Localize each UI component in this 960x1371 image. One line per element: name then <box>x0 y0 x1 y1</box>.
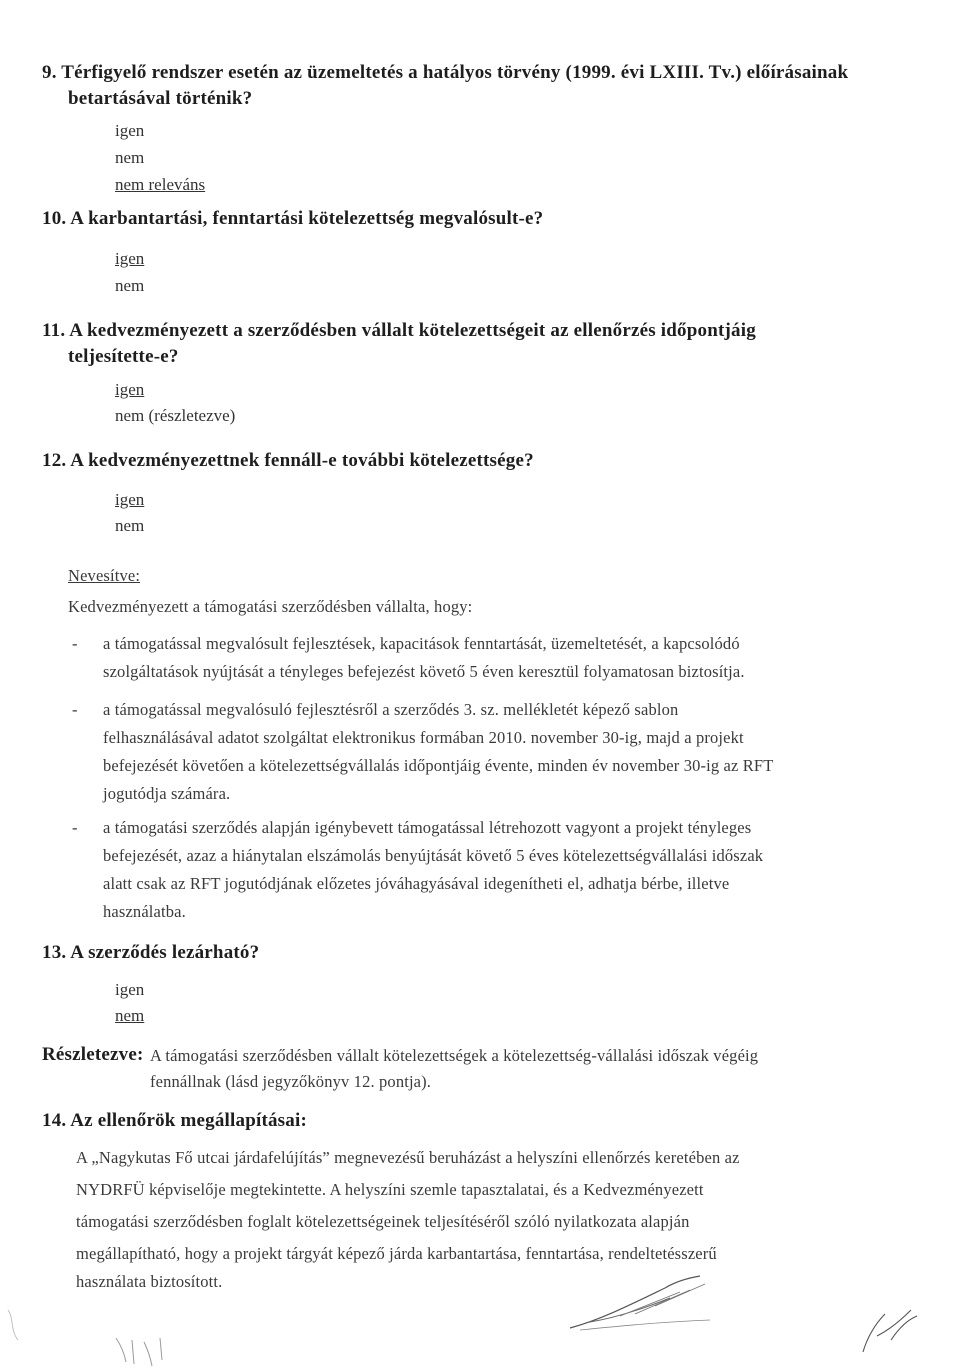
bullet-2-dash: - <box>72 700 78 719</box>
q14-line3: támogatási szerződésben foglalt kötelezettségeinek teljesítéséről szóló nyilatkozata alapján <box>76 1212 690 1231</box>
q12-named-label: Nevesítve: <box>68 566 141 585</box>
bullet-3-line3: alatt csak az RFT jogutódjának előzetes jóváhagyásával idegenítheti el, adhatja bérbe, illetve <box>103 874 730 893</box>
q13-detail-label: Részletezve: <box>42 1044 144 1065</box>
q13-detail-line1: A támogatási szerződésben vállalt kötelezettségek a kötelezettség-vállalási időszak végéig <box>150 1046 759 1065</box>
q11-answer-igen: igen <box>115 380 145 399</box>
q12-intro: Kedvezményezett a támogatási szerződésben vállalta, hogy: <box>68 597 473 616</box>
q11-title-line2: teljesítette-e? <box>68 346 179 367</box>
q9-title-line2: betartásával történik? <box>68 88 253 109</box>
q12-title: 12. A kedvezményezettnek fennáll-e további kötelezettsége? <box>42 450 534 471</box>
margin-mark <box>0 1300 40 1350</box>
initials-mark <box>110 1330 170 1370</box>
q11-title-line1: 11. A kedvezményezett a szerződésben vállalt kötelezettségeit az ellenőrzés időpontjáig <box>42 320 756 341</box>
q14-line4: megállapítható, hogy a projekt tárgyát képező járda karbantartása, fenntartása, rendeltetésszerű <box>76 1244 717 1263</box>
q14-title: 14. Az ellenőrök megállapításai: <box>42 1110 307 1131</box>
q10-answer-nem: nem <box>115 276 145 295</box>
bullet-3-dash: - <box>72 818 78 837</box>
q10-answer-igen: igen <box>115 249 145 268</box>
q13-detail-line2: fennállnak (lásd jegyzőkönyv 12. pontja). <box>150 1072 432 1091</box>
q9-answer-nem: nem <box>115 148 145 167</box>
q13-answer-nem: nem <box>115 1006 145 1025</box>
bullet-2-line3: befejezését követően a kötelezettségvállalás időpontjáig évente, minden év november 30-ig az RFT <box>103 756 774 775</box>
q14-line2: NYDRFÜ képviselője megtekintette. A helyszíni szemle tapasztalatai, és a Kedvezményezett <box>76 1180 704 1199</box>
q9-answer-nem-relevans: nem releváns <box>115 175 206 194</box>
q14-line5: használata biztosított. <box>76 1272 223 1291</box>
q12-answer-igen: igen <box>115 490 145 509</box>
q13-answer-igen: igen <box>115 980 145 999</box>
bullet-2-line2: felhasználásával adatot szolgáltat elektronikus formában 2010. november 30-ig, majd a projekt <box>103 728 744 747</box>
q12-answer-nem: nem <box>115 516 145 535</box>
signature-center <box>560 1270 720 1340</box>
bullet-3-line2: befejezését, azaz a hiánytalan elszámolás benyújtását követő 5 éves kötelezettségvállalási időszak <box>103 846 764 865</box>
bullet-2-line1: a támogatással megvalósuló fejlesztésről a szerződés 3. sz. mellékletét képező sablon <box>103 700 679 719</box>
q11-answer-nem-reszletezve: nem (részletezve) <box>115 406 236 425</box>
q9-answer-igen: igen <box>115 121 145 140</box>
bullet-1-dash: - <box>72 634 78 653</box>
bullet-2-line4: jogutódja számára. <box>103 784 231 803</box>
bullet-1-line2: szolgáltatások nyújtását a tényleges befejezést követő 5 éven keresztül folyamatosan biztosítja. <box>103 662 745 681</box>
q14-line1: A „Nagykutas Fő utcai járdafelújítás” megnevezésű beruházást a helyszíni ellenőrzés keretében az <box>76 1148 740 1167</box>
bullet-3-line4: használatba. <box>103 902 186 921</box>
q10-title: 10. A karbantartási, fenntartási kötelezettség megvalósult-e? <box>42 208 544 229</box>
q9-title-line1: 9. Térfigyelő rendszer esetén az üzemeltetés a hatályos törvény (1999. évi LXIII. Tv.) előírásainak <box>42 62 849 83</box>
bullet-3-line1: a támogatási szerződés alapján igénybevett támogatással létrehozott vagyont a projekt tényleges <box>103 818 752 837</box>
bullet-1-line1: a támogatással megvalósult fejlesztések, kapacitások fenntartását, üzemeltetését, a kapcsolódó <box>103 634 740 653</box>
q13-title: 13. A szerződés lezárható? <box>42 942 260 963</box>
signature-right <box>855 1300 925 1360</box>
